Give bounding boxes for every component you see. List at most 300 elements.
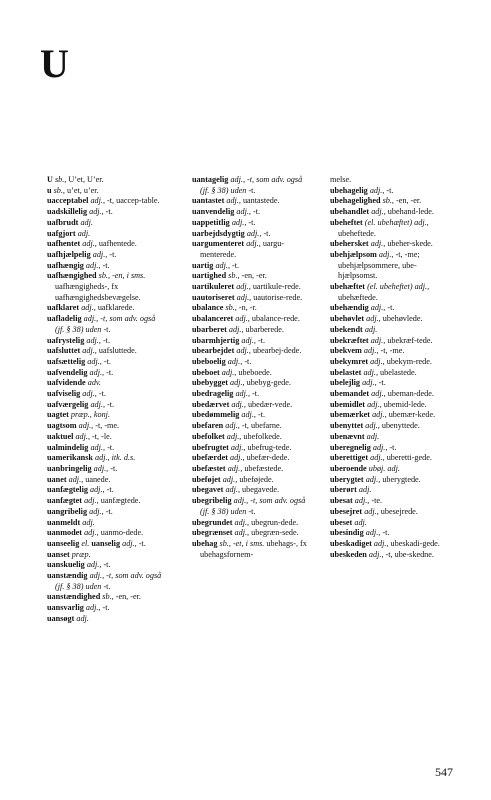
entry-grammar: sb.,: [51, 185, 65, 195]
entry-definition: ubemær-kede.: [386, 410, 436, 420]
entry-headword: ubehandlet: [330, 207, 370, 217]
entry-headword: ubemidlet: [330, 399, 366, 409]
dictionary-entry: [47, 518, 165, 529]
entry-definition: ubalance-rede.: [249, 314, 300, 324]
dictionary-entry: [330, 528, 448, 539]
entry-definition: -t.: [105, 399, 115, 409]
entry-headword: ubedærvet: [192, 399, 230, 409]
entry-headword: uberettiget: [330, 453, 369, 463]
entry-grammar: (el. ubehæftet) adj.,: [362, 217, 429, 227]
entry-headword: ubesejret: [330, 506, 363, 516]
entry-headword: ubehag: [192, 538, 218, 548]
entry-headword: uappetitlig: [192, 217, 230, 227]
entry-grammar: adj.,: [88, 442, 106, 452]
entry-headword: uagtet: [47, 410, 69, 420]
entry-headword: U: [47, 175, 53, 184]
entry-grammar: sb.,: [223, 303, 237, 313]
entry-headword: ubefolket: [192, 431, 225, 441]
entry-headword: ubalanceret: [192, 314, 234, 324]
entry-grammar: adj.,: [80, 389, 97, 399]
dictionary-entry: [47, 592, 165, 603]
dictionary-entry: [330, 239, 448, 250]
dictionary-entry: [330, 218, 448, 239]
entry-headword: uafladelig: [47, 314, 82, 324]
dictionary-entry: [330, 378, 448, 389]
dictionary-entry: [47, 314, 165, 335]
entry-headword: ubebygget: [192, 378, 228, 388]
entry-headword: ubeføjet: [192, 474, 221, 484]
entry-definition: -t.: [242, 356, 252, 366]
entry-grammar: adj.,: [84, 560, 102, 570]
entry-grammar: adj.,: [233, 314, 250, 324]
dictionary-entry: [192, 389, 310, 400]
entry-headword: ubeboet: [192, 367, 220, 377]
entry-definition: uartikule-rede.: [250, 282, 301, 292]
dictionary-entry: [192, 378, 310, 389]
entry-grammar: adj.,: [368, 239, 386, 249]
entry-headword: uanset: [47, 549, 70, 559]
entry-headword: uanselig: [91, 538, 121, 548]
entry-headword: ubedragelig: [192, 389, 234, 399]
dictionary-entry: [47, 432, 165, 443]
entry-definition: -t.: [101, 581, 111, 591]
entry-definition: -t.: [96, 389, 106, 399]
dictionary-entry: [47, 539, 165, 550]
entry-definition: ubefær-dede.: [244, 453, 290, 463]
dictionary-entry: [47, 186, 165, 197]
entry-definition: ubeheftede.: [338, 228, 376, 238]
entry-definition: -t.: [101, 324, 111, 334]
entry-definition: ubelastede.: [378, 367, 417, 377]
dictionary-entry: [330, 507, 448, 518]
entry-definition: ubeskadi-gede.: [388, 538, 440, 548]
dictionary-column-3: [330, 175, 448, 560]
entry-headword: uantastet: [192, 196, 225, 206]
dictionary-entry: [47, 207, 165, 218]
entry-grammar: adj.,: [352, 496, 370, 506]
entry-headword: ubemandet: [330, 389, 370, 399]
entry-grammar: adj.: [362, 324, 378, 334]
entry-headword: uargumenteret: [192, 239, 245, 249]
section-letter: U: [40, 41, 69, 86]
entry-grammar: sb.,: [226, 271, 240, 281]
entry-headword: uanmeldt: [47, 517, 81, 527]
dictionary-entry: [47, 389, 165, 400]
entry-grammar: adj., -t, som adv. også (jf. § 38) uden: [200, 496, 306, 516]
entry-definition: -t.: [376, 378, 386, 388]
entry-headword: uanet: [47, 474, 67, 484]
entry-headword: uafrystelig: [47, 335, 85, 345]
entry-headword: uangribelig: [47, 506, 88, 516]
entry-definition: uargu-menterede.: [200, 239, 285, 259]
entry-headword: ubarberet: [192, 324, 227, 334]
entry-headword: uantagelig: [192, 175, 229, 184]
entry-definition: -t, uaccep-table.: [105, 196, 160, 206]
entry-headword: uanmodet: [47, 528, 83, 538]
entry-definition: ubeman-dede.: [385, 389, 434, 399]
dictionary-entry: [192, 325, 310, 336]
entry-headword: uartikuleret: [192, 282, 235, 292]
dictionary-entry: [47, 261, 165, 272]
entry-grammar: adv.: [85, 378, 101, 388]
entry-grammar: sb.,: [52, 175, 67, 184]
entry-headword: uansvarlig: [47, 603, 84, 613]
dictionary-entry: [47, 410, 165, 421]
entry-headword: uacceptabel: [47, 196, 89, 206]
dictionary-entry: [192, 357, 310, 368]
entry-headword: ubehøvlet: [330, 314, 365, 324]
entry-definition: -n, -r.: [236, 303, 257, 313]
entry-grammar: adj.,: [239, 335, 256, 345]
entry-definition: -t.: [387, 442, 397, 452]
dictionary-entry: [47, 357, 165, 368]
entry-grammar: ubøj. adj.: [366, 463, 400, 473]
dictionary-entry: [192, 410, 310, 421]
entry-definition: -t.: [250, 389, 260, 399]
entry-definition: uberetti-gede.: [384, 453, 432, 463]
dictionary-entry: [192, 485, 310, 496]
dictionary-entry: [47, 485, 165, 496]
entry-grammar: adj.,: [91, 463, 109, 473]
entry-grammar: adj.,: [244, 228, 262, 238]
entry-definition: -t.: [101, 560, 111, 570]
entry-definition: -en, -er.: [113, 592, 141, 602]
entry-headword: ubenyttet: [330, 421, 364, 431]
entry-headword: ubehersket: [330, 239, 369, 249]
entry-headword: u: [47, 185, 52, 195]
entry-headword: uafklaret: [47, 303, 80, 313]
dictionary-entry: [330, 518, 448, 529]
entry-definition: -t.: [255, 410, 266, 420]
entry-grammar: adj.,: [88, 196, 105, 206]
entry-grammar: adj., -t, som adv. også (jf. § 38) uden: [200, 175, 303, 195]
entry-grammar: adj.,: [87, 506, 104, 516]
entry-grammar: adj.,: [234, 207, 251, 217]
entry-definition: uafsluttede.: [96, 346, 137, 356]
entry-headword: uanseelig: [47, 538, 80, 548]
entry-definition: ubefæstede.: [242, 463, 284, 473]
dictionary-entry: [192, 314, 310, 325]
entry-definition: -t.: [255, 335, 266, 345]
dictionary-entry: [47, 507, 165, 518]
dictionary-entry: [192, 282, 310, 293]
dictionary-entry: [330, 368, 448, 379]
entry-headword: uafsluttet: [47, 346, 81, 356]
entry-headword: ubehagelighed: [330, 196, 381, 206]
entry-grammar: adj.,: [87, 207, 104, 217]
entry-grammar: adj.,: [227, 453, 245, 463]
entry-headword: ubehagelig: [330, 185, 368, 195]
entry-headword: uagtsom: [47, 421, 77, 431]
entry-definition: ubegavede.: [240, 485, 280, 495]
entry-grammar: adj.,: [229, 217, 247, 227]
entry-grammar: adj.: [364, 431, 380, 441]
entry-grammar: adj.,: [361, 346, 379, 356]
entry-definition: ubebyg-gede.: [244, 378, 291, 388]
entry-definition: ubeboede.: [236, 367, 272, 377]
entry-grammar: adj.,: [232, 517, 250, 527]
entry-headword: ubegribelig: [192, 496, 232, 506]
dictionary-entry: [47, 196, 165, 207]
entry-grammar: adj.,: [87, 485, 105, 495]
dictionary-entry: [330, 475, 448, 486]
entry-grammar: adj.,: [82, 528, 99, 538]
entry-definition: -t.: [246, 185, 256, 195]
entry-grammar: adj.,: [85, 356, 102, 366]
entry-grammar: adj.,: [368, 335, 386, 345]
dictionary-entry: [330, 346, 448, 357]
entry-headword: uafhentet: [47, 239, 81, 249]
entry-grammar: adj.,: [79, 303, 96, 313]
entry-headword: ubefrugtet: [192, 442, 229, 452]
dictionary-entry: [192, 464, 310, 475]
entry-headword: uberørt: [330, 485, 357, 495]
entry-headword: uberygtet: [330, 474, 364, 484]
dictionary-entry: [192, 229, 310, 240]
entry-grammar: adj., -t, som adv. også (jf. § 38) uden: [55, 314, 156, 334]
entry-grammar: adj.,: [232, 528, 250, 538]
entry-grammar: adj.,: [120, 538, 137, 548]
entry-headword: uanskuelig: [47, 560, 85, 570]
entry-grammar: adj.,: [363, 421, 380, 431]
entry-definition: -en, -er.: [393, 196, 422, 206]
entry-headword: uanfægtelig: [47, 485, 88, 495]
dictionary-entry: [47, 464, 165, 475]
entry-grammar: adj.,: [360, 378, 377, 388]
entry-definition: uautorise-rede.: [251, 292, 303, 302]
entry-grammar: adj.,: [220, 474, 238, 484]
entry-grammar: adj.,: [213, 260, 230, 270]
dictionary-entry: [330, 421, 448, 432]
entry-definition: uanmo-dede.: [98, 528, 144, 538]
entry-definition: uantastede.: [240, 196, 280, 206]
entry-headword: uanstændig: [47, 571, 88, 581]
entry-grammar: adj.,: [234, 282, 251, 292]
dictionary-entry: [330, 336, 448, 347]
entry-grammar: adj.,: [82, 496, 99, 506]
dictionary-entry: [330, 282, 448, 303]
dictionary-entry: [192, 528, 310, 539]
dictionary-entry: [47, 528, 165, 539]
dictionary-entry: [47, 336, 165, 347]
dictionary-entry: [192, 293, 310, 304]
entry-headword: ubeboelig: [192, 356, 226, 366]
entry-headword: ubegrundet: [192, 517, 233, 527]
entry-grammar: adj.,: [362, 506, 379, 516]
entry-definition: -t, ubefarne.: [239, 421, 282, 431]
dictionary-entry: [47, 453, 165, 464]
entry-headword: uanbringelig: [47, 463, 92, 473]
entry-definition: ubarberede.: [243, 324, 284, 334]
entry-definition: ubehæftede.: [338, 292, 378, 302]
dictionary-entry: [47, 560, 165, 571]
dictionary-entry: [330, 453, 448, 464]
dictionary-entry: [192, 303, 310, 314]
entry-grammar: adj.,: [369, 389, 386, 399]
dictionary-column-2: [192, 175, 310, 560]
entry-definition: -t.: [101, 356, 111, 366]
dictionary-entry: [47, 603, 165, 614]
entry-grammar: adj.,: [73, 431, 90, 441]
entry-headword: ubeset: [330, 517, 353, 527]
entry-headword: uadskillelig: [47, 207, 88, 217]
entry-headword: uafviselig: [47, 389, 81, 399]
dictionary-entry: [330, 485, 448, 496]
entry-definition: -t.: [103, 506, 113, 516]
entry-definition: -t.: [100, 260, 110, 270]
entry-grammar: præp.: [69, 549, 91, 559]
dictionary-entry: [330, 539, 448, 550]
entry-grammar: sb., -en, i sms.: [96, 271, 146, 281]
entry-definition: uafklarede.: [95, 303, 135, 313]
entry-grammar: adj.,: [229, 399, 246, 409]
entry-definition: ubehøvlede.: [380, 314, 423, 324]
entry-definition: ubefrug-tede.: [245, 442, 292, 452]
dictionary-entry: [47, 346, 165, 357]
entry-grammar: adj.: [75, 228, 91, 238]
entry-grammar: adj.,: [365, 399, 382, 409]
dictionary-entry: [47, 378, 165, 389]
entry-definition: ubegræn-sede.: [249, 528, 299, 538]
entry-headword: uamerikansk: [47, 453, 93, 463]
entry-headword: ubenævnt: [330, 431, 365, 441]
dictionary-entry: [330, 357, 448, 368]
entry-grammar: adj.,: [363, 528, 381, 538]
entry-definition: melse.: [330, 175, 352, 184]
entry-grammar: adj.,: [368, 356, 385, 366]
entry-definition: uanfægtede.: [98, 496, 141, 506]
dictionary-entry: [330, 432, 448, 443]
entry-definition: -t.: [105, 442, 115, 452]
entry-grammar: adj.,: [83, 260, 101, 270]
entry-definition: ubearbej-dede.: [250, 346, 302, 356]
entry-definition: -t, ube-skedne.: [383, 549, 434, 559]
dictionary-entry: [47, 443, 165, 454]
entry-grammar: adj.,: [76, 421, 94, 431]
entry-headword: ubelejlig: [330, 378, 361, 388]
entry-grammar: adj.,: [368, 453, 385, 463]
entry-definition: ubefolkede.: [241, 431, 282, 441]
dictionary-entry: [330, 496, 448, 507]
dictionary-entry: [192, 368, 310, 379]
entry-definition: ubehand-lede.: [385, 207, 434, 217]
dictionary-entry: [330, 250, 448, 282]
entry-definition: ubekym-rede.: [384, 356, 432, 366]
entry-definition: -t.: [246, 506, 256, 516]
entry-definition: ubeher-skede.: [385, 239, 433, 249]
entry-grammar: adj.,: [87, 367, 105, 377]
dictionary-entry: [192, 400, 310, 411]
dictionary-entry: [330, 400, 448, 411]
entry-grammar: adj.: [74, 613, 89, 623]
entry-definition: -t.: [385, 303, 395, 313]
entry-headword: uafbrudt: [47, 217, 79, 227]
dictionary-entry: [47, 218, 165, 229]
entry-headword: ubefaren: [192, 421, 224, 431]
entry-grammar: adj.,: [234, 292, 252, 302]
dictionary-entry: [330, 175, 448, 186]
entry-headword: uafsættelig: [47, 356, 86, 366]
dictionary-entry: [192, 336, 310, 347]
entry-headword: ubehjælpsom: [330, 249, 377, 259]
entry-headword: ubeskeden: [330, 549, 367, 559]
entry-headword: ubekendt: [330, 324, 363, 334]
entry-headword: ubemærket: [330, 410, 371, 420]
dictionary-entry: [47, 229, 165, 240]
entry-grammar: adj.,: [369, 207, 386, 217]
entry-headword: uanvendelig: [192, 207, 235, 217]
entry-grammar: adj.,: [234, 346, 251, 356]
entry-definition: ubenyttede.: [379, 421, 420, 431]
entry-headword: ubeskadiget: [330, 538, 372, 548]
entry-grammar: adj.: [352, 517, 367, 527]
entry-headword: ubefærdet: [192, 453, 228, 463]
entry-grammar: adj.,: [224, 431, 242, 441]
entry-grammar: adj.: [80, 517, 95, 527]
entry-grammar: præp., konj.: [68, 410, 110, 420]
dictionary-entry: [330, 186, 448, 197]
entry-definition: -t.: [100, 335, 111, 345]
dictionary-entry: [47, 550, 165, 561]
entry-definition: -t.: [107, 249, 117, 259]
entry-definition: -t.: [246, 217, 256, 227]
entry-definition: ubedær-vede.: [245, 399, 293, 409]
entry-grammar: adj.,: [370, 442, 388, 452]
entry-definition: -t, -me; ubehjælpsommere, ube-hjælpsomst.: [338, 249, 420, 281]
entry-definition: -t.: [261, 228, 271, 238]
dictionary-entry: [330, 464, 448, 475]
entry-headword: uafværgelig: [47, 399, 89, 409]
page-number: 547: [435, 765, 453, 779]
entry-grammar: adj.,: [66, 474, 84, 484]
entry-grammar: adj.,: [224, 196, 241, 206]
entry-definition: uafhentede.: [96, 239, 137, 249]
entry-headword: uanfægtet: [47, 496, 83, 506]
entry-headword: uarbejdsdygtig: [192, 228, 245, 238]
entry-definition: -en, -er.: [239, 271, 267, 281]
entry-headword: uafvendelig: [47, 367, 88, 377]
entry-definition: ubemid-lede.: [381, 399, 427, 409]
dictionary-entry: [47, 303, 165, 314]
entry-definition: -t, -me.: [378, 346, 405, 356]
dictionary-entry: [47, 368, 165, 379]
entry-headword: uberoende: [330, 463, 367, 473]
entry-headword: ubehæftet: [330, 282, 366, 292]
dictionary-entry: [192, 196, 310, 207]
dictionary-entry: [330, 410, 448, 421]
entry-headword: ubeheftet: [330, 217, 363, 227]
entry-headword: uartighed: [192, 271, 227, 281]
dictionary-entry: [192, 475, 310, 486]
entry-definition: uafhængigheds-, fx uafhængighedsbevægelse.: [55, 282, 141, 302]
dictionary-entry: [330, 314, 448, 325]
dictionary-entry: [330, 207, 448, 218]
dictionary-entry: [47, 496, 165, 507]
entry-grammar: adj.,: [364, 314, 381, 324]
entry-grammar: adj.,: [368, 303, 386, 313]
dictionary-entry: [47, 571, 165, 592]
entry-grammar: adj.,: [225, 463, 243, 473]
entry-grammar: (el. ubeheftet) adj.,: [365, 282, 430, 292]
entry-grammar: adj.,: [223, 421, 240, 431]
dictionary-entry: [330, 196, 448, 207]
entry-definition: -t.: [380, 528, 390, 538]
dictionary-entry: [192, 218, 310, 229]
entry-definition: uberygtede.: [380, 474, 421, 484]
entry-headword: ubearbejdet: [192, 346, 235, 356]
entry-headword: ubedømmelig: [192, 410, 240, 420]
entry-definition: -t, -le.: [90, 431, 112, 441]
